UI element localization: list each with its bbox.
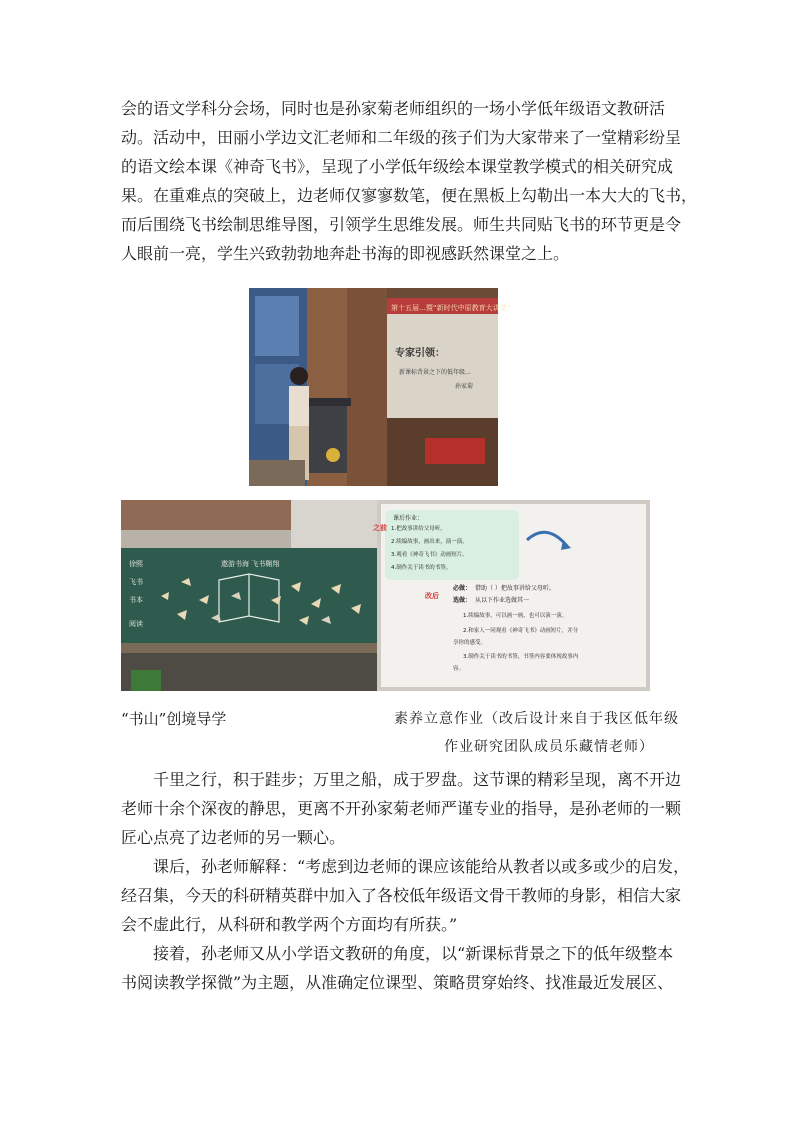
text-line: 动。活动中，田丽小学边文汇老师和二年级的孩子们为大家带来了一堂精彩纷呈 (121, 128, 682, 147)
board-center-text: 遨游书海 飞书翱翔 (221, 560, 280, 568)
text-line: 经召集，今天的科研精英群中加入了各校低年级语文骨干教师的身影，相信大家 (121, 886, 682, 905)
text-line: 的语文绘本课《神奇飞书》，呈现了小学低年级绘本课堂教学模式的相关研究成 (121, 157, 674, 176)
text-line: 人眼前一亮，学生兴致勃勃地奔赴书海的即视感跃然课堂之上。 (121, 244, 570, 263)
paragraph-topic (121, 939, 673, 997)
before-item: 1.把故事讲给父母听。 (391, 526, 446, 532)
slide-author: 孙家菊 (455, 383, 474, 390)
blackboard-photo (121, 500, 377, 691)
before-item: 2.续编故事，画出来，演一演。 (391, 539, 468, 545)
optional-item: 享你的感受。 (453, 640, 487, 646)
text-line: 匠心点亮了边老师的另一颗心。 (121, 828, 346, 847)
board-word: 飞书 (129, 578, 143, 586)
text-line: 会的语文学科分会场，同时也是孙家菊老师组织的一场小学低年级语文教研活 (121, 99, 666, 118)
caption-left: “书山”创境导学 (121, 710, 227, 728)
text-line: 果。在重难点的突破上，边老师仅寥寥数笔，便在黑板上勾勒出一本大大的飞书， (121, 186, 698, 205)
caption-right-line1: 素养立意作业（改后设计来自于我区低年级 (394, 711, 679, 727)
slide-heading: 专家引领： (395, 348, 445, 359)
paragraph-explanation (121, 852, 690, 939)
caption-right-line2: 作业研究团队成员乐藏情老师） (444, 739, 654, 755)
paragraph-guidance (121, 765, 682, 852)
text-line: 书阅读教学探微”为主题，从准确定位课型、策略贯穿始终、找准最近发展区、 (121, 973, 674, 992)
text-line: 会不虚此行，从科研和教学两个方面均有所获。” (121, 915, 458, 934)
banner-text: 第十五届…暨“新时代中原教育大讲堂” (391, 304, 511, 312)
text-line: 课后，孙老师解释：“考虑到边老师的课应该能给从教者以或多或少的启发， (153, 857, 690, 876)
text-line: 接着，孙老师又从小学语文教研的角度，以“新课标背景之下的低年级整本 (153, 944, 674, 963)
after-label: 改后 (425, 592, 439, 600)
text-line: 而后围绕飞书绘制思维导图，引领学生思维发展。师生共同贴飞书的环节更是令 (121, 215, 682, 234)
optional-item: 容。 (453, 666, 465, 672)
text-line: 千里之行，积于跬步；万里之船，成于罗盘。这节课的精彩呈现，离不开边 (153, 770, 682, 789)
optional-label: 选做： (453, 597, 472, 604)
board-word: 阅读 (129, 620, 143, 628)
board-word: 徐熙 (129, 560, 143, 568)
required-text: 借助（ ）把故事讲给父母听。 (475, 585, 555, 592)
optional-text: 从以下作业选做其一 (475, 597, 530, 604)
board-word: 书本 (129, 596, 143, 604)
paragraph-intro (121, 94, 698, 268)
text-line: 老师十余个深夜的静思，更离不开孙家菊老师严谨专业的指导，是孙老师的一颗 (121, 799, 682, 818)
before-item: 3.观看《神奇飞书》动画短片。 (391, 552, 468, 558)
slide-subtitle: 新课标背景之下的低年级… (399, 369, 472, 376)
homework-slide-photo (373, 500, 650, 691)
lecture-photo (249, 288, 511, 486)
optional-item: 3.制作关于读书的书签，书签内容要体现故事内 (463, 654, 579, 660)
before-label: 之前 (373, 524, 387, 532)
homework-box-title: 课后作业： (393, 515, 424, 522)
before-item: 4.制作关于读书的书签。 (391, 565, 452, 571)
optional-item: 2.和家人一同观看《神奇飞书》动画短片，并分 (463, 628, 579, 634)
required-label: 必做： (453, 585, 472, 592)
optional-item: 1.续编故事，可以画一画，也可以演一演。 (463, 613, 568, 619)
